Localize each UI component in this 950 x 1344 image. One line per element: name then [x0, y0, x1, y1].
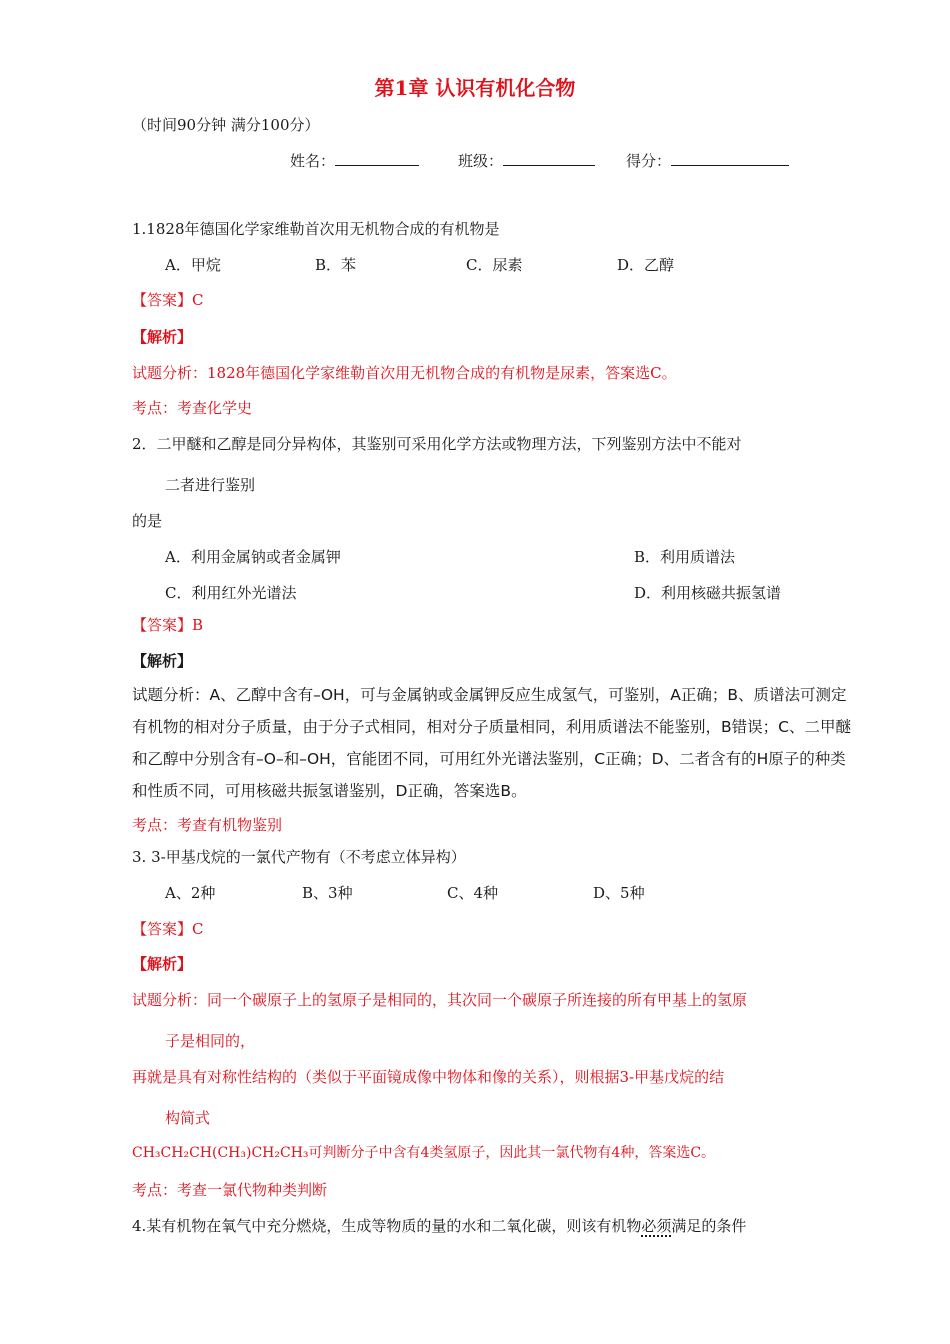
time-info: （时间90分钟 满分100分）: [132, 116, 320, 134]
q2-option-a: A．利用金属钠或者金属钾: [165, 548, 341, 566]
q3-analysis-line2: 子是相同的，: [165, 1032, 256, 1050]
q3-option-a: A、2种: [165, 884, 216, 902]
q2-analysis-line4: 和性质不同，可用核磁共振氢谱鉴别，D正确，答案选B。: [132, 782, 527, 800]
q2-analysis-label: 【解析】: [132, 652, 193, 670]
class-blank[interactable]: [503, 151, 595, 166]
q4-stem-emphasis: 必须: [641, 1217, 672, 1235]
name-field: [290, 151, 419, 170]
class-label: 班级：: [458, 152, 504, 170]
q2-analysis-line2: 有机物的相对分子质量，由于分子式相同，相对分子质量相同，利用质谱法不能鉴别，B错误；C、二甲醚: [132, 718, 851, 736]
score-label: 得分：: [626, 152, 672, 170]
q2-option-d: D．利用核磁共振氢谱: [634, 584, 782, 602]
q2-point: 考点：考查有机物鉴别: [132, 816, 283, 834]
name-blank[interactable]: [335, 151, 419, 166]
q1-analysis-label: 【解析】: [132, 328, 193, 346]
q2-answer: 【答案】B: [132, 616, 204, 634]
q2-analysis-line1: 试题分析：A、乙醇中含有–OH，可与金属钠或金属钾反应生成氢气，可鉴别，A正确；B、质谱法可测定: [132, 686, 847, 704]
q1-option-c: C．尿素: [466, 256, 523, 274]
q3-analysis-line1: 试题分析：同一个碳原子上的氢原子是相同的，其次同一个碳原子所连接的所有甲基上的氢原: [132, 991, 748, 1009]
q2-option-c: C．利用红外光谱法: [165, 584, 297, 602]
name-label: 姓名：: [290, 152, 336, 170]
q3-answer: 【答案】C: [132, 920, 204, 938]
q2-option-b: B．利用质谱法: [634, 548, 736, 566]
q2-stem-line3: 的是: [132, 512, 163, 530]
q3-option-c: C、4种: [447, 884, 499, 902]
class-field: [458, 151, 595, 170]
q1-option-d: D．乙醇: [617, 256, 675, 274]
q3-analysis-line5: CH₃CH₂CH(CH₃)CH₂CH₃可判断分子中含有4类氢原子，因此其一氯代物有4种，答案选C。: [132, 1145, 716, 1161]
q3-option-b: B、3种: [302, 884, 353, 902]
q4-stem-after: 满足的条件: [671, 1217, 747, 1235]
q4-stem-before: 4.某有机物在氧气中充分燃烧，生成等物质的量的水和二氧化碳，则该有机物: [132, 1217, 642, 1235]
q3-option-d: D、5种: [593, 884, 645, 902]
q3-analysis-line4: 构简式: [165, 1109, 211, 1127]
score-blank[interactable]: [671, 151, 789, 166]
q3-stem: 3. 3-甲基戊烷的一氯代产物有（不考虑立体异构）: [132, 848, 466, 866]
q1-stem: 1.1828年德国化学家维勒首次用无机物合成的有机物是: [132, 220, 500, 238]
q1-analysis: 试题分析：1828年德国化学家维勒首次用无机物合成的有机物是尿素，答案选C。: [132, 364, 677, 382]
q1-answer: 【答案】C: [132, 291, 204, 309]
score-field: [626, 151, 789, 170]
q4-stem: [132, 1217, 746, 1235]
q2-stem-line2: 二者进行鉴别: [165, 476, 256, 494]
q1-option-b: B．苯: [315, 256, 357, 274]
q2-stem-line1: 2．二甲醚和乙醇是同分异构体，其鉴别可采用化学方法或物理方法，下列鉴别方法中不能对: [132, 435, 742, 453]
page-title: 第1章 认识有机化合物: [374, 76, 576, 100]
q1-option-a: A．甲烷: [165, 256, 221, 274]
q1-point: 考点：考查化学史: [132, 399, 253, 417]
q3-analysis-label: 【解析】: [132, 955, 193, 973]
q3-analysis-line3: 再就是具有对称性结构的（类似于平面镜成像中物体和像的关系），则根据3-甲基戊烷的结: [132, 1068, 725, 1086]
q3-point: 考点：考查一氯代物种类判断: [132, 1181, 328, 1199]
q2-analysis-line3: 和乙醇中分别含有–O–和–OH，官能团不同，可用红外光谱法鉴别，C正确；D、二者含有的H原子的种类: [132, 750, 846, 768]
